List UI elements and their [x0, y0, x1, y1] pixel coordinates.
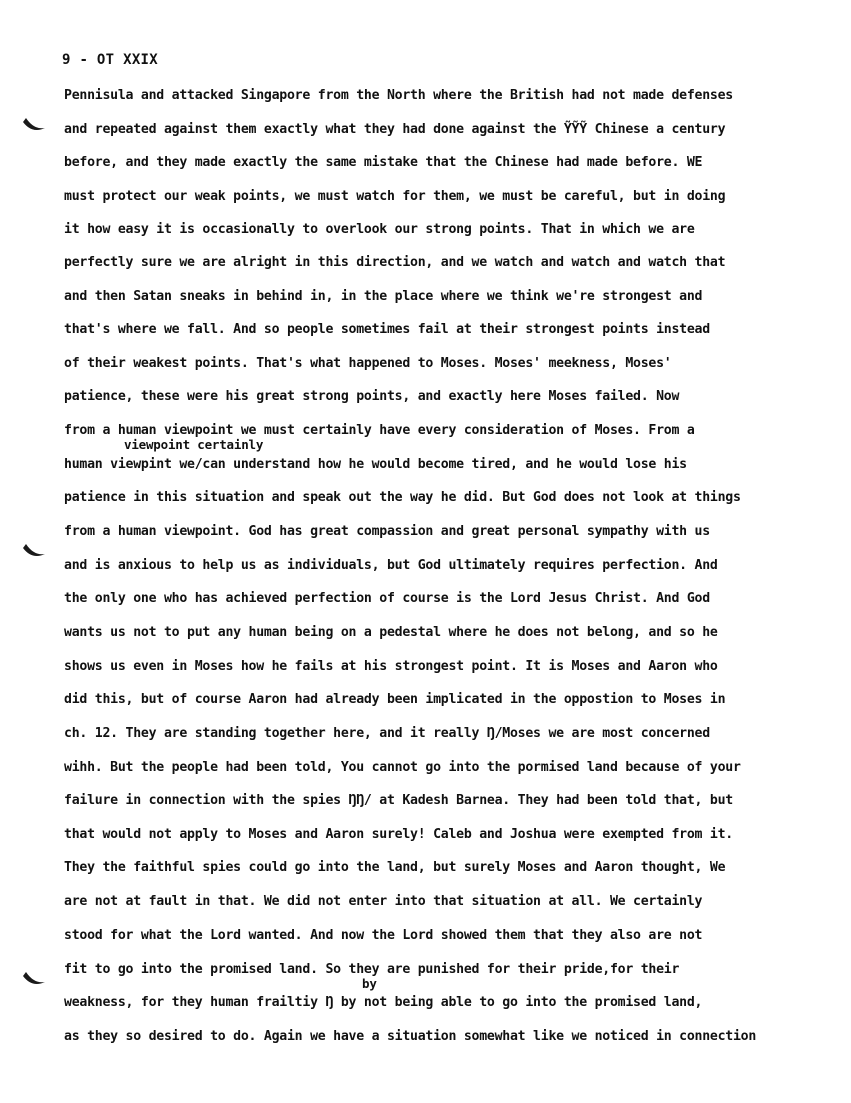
text-line: are not at fault in that. We did not enter into that situation at all. We certainly — [64, 894, 703, 909]
text-line: from a human viewpoint we must certainly have every consideration of Moses. From a — [64, 423, 695, 438]
text-line: from a human viewpoint. God has great compassion and great personal sympathy with us — [64, 524, 710, 539]
punch-hole-icon — [18, 110, 48, 140]
text-line: must protect our weak points, we must watch for them, we must be careful, but in doing — [64, 189, 726, 204]
text-line: as they so desired to do. Again we have a situation somewhat like we noticed in connection — [64, 1029, 757, 1044]
text-line: weakness, for they human frailtiy Ŋ by not being able to go into the promised land, — [64, 995, 703, 1010]
text-line: patience, these were his great strong points, and exactly here Moses failed. Now — [64, 389, 680, 404]
text-line: stood for what the Lord wanted. And now the Lord showed them that they also are not — [64, 928, 703, 943]
text-line: They the faithful spies could go into the land, but surely Moses and Aaron thought, We — [64, 860, 726, 875]
text-line: that would not apply to Moses and Aaron surely! Caleb and Joshua were exempted from it. — [64, 827, 733, 842]
text-line: failure in connection with the spies ŊŊ/ at Kadesh Barnea. They had been told that, but — [64, 793, 733, 808]
punch-hole-icon — [18, 536, 48, 566]
interlinear-insertion: viewpoint certainly — [124, 437, 264, 452]
text-line: ch. 12. They are standing together here, and it really Ŋ/Moses we are most concerned — [64, 726, 710, 741]
text-line: human viewpint we/can understand how he would become tired, and he would lose his — [64, 457, 687, 472]
interlinear-insertion-2: by — [362, 976, 377, 991]
text-line: wants us not to put any human being on a pedestal where he does not belong, and so he — [64, 625, 718, 640]
text-line: did this, but of course Aaron had already been implicated in the oppostion to Moses in — [64, 692, 726, 707]
text-line: of their weakest points. That's what happened to Moses. Moses' meekness, Moses' — [64, 356, 672, 371]
text-line: Pennisula and attacked Singapore from the North where the British had not made defenses — [64, 88, 733, 103]
punch-hole-icon — [18, 964, 48, 994]
page-header: 9 - OT XXIX — [62, 52, 159, 68]
text-line: and is anxious to help us as individuals, but God ultimately requires perfection. And — [64, 558, 718, 573]
text-line: the only one who has achieved perfection of course is the Lord Jesus Christ. And God — [64, 591, 710, 606]
text-line: and repeated against them exactly what they had done against the ỸỸỸ Chinese a century — [64, 122, 726, 137]
text-line: patience in this situation and speak out the way he did. But God does not look at things — [64, 490, 741, 505]
text-line: shows us even in Moses how he fails at his strongest point. It is Moses and Aaron who — [64, 659, 718, 674]
text-line: before, and they made exactly the same mistake that the Chinese had made before. WE — [64, 155, 703, 170]
text-line: perfectly sure we are alright in this direction, and we watch and watch and watch that — [64, 255, 726, 270]
text-line: and then Satan sneaks in behind in, in the place where we think we're strongest and — [64, 289, 703, 304]
text-line: that's where we fall. And so people sometimes fail at their strongest points instead — [64, 322, 710, 337]
text-line: fit to go into the promised land. So they are punished for their pride,for their — [64, 962, 680, 977]
text-line: wihh. But the people had been told, You cannot go into the pormised land because of your — [64, 760, 741, 775]
text-line: it how easy it is occasionally to overlook our strong points. That in which we are — [64, 222, 695, 237]
